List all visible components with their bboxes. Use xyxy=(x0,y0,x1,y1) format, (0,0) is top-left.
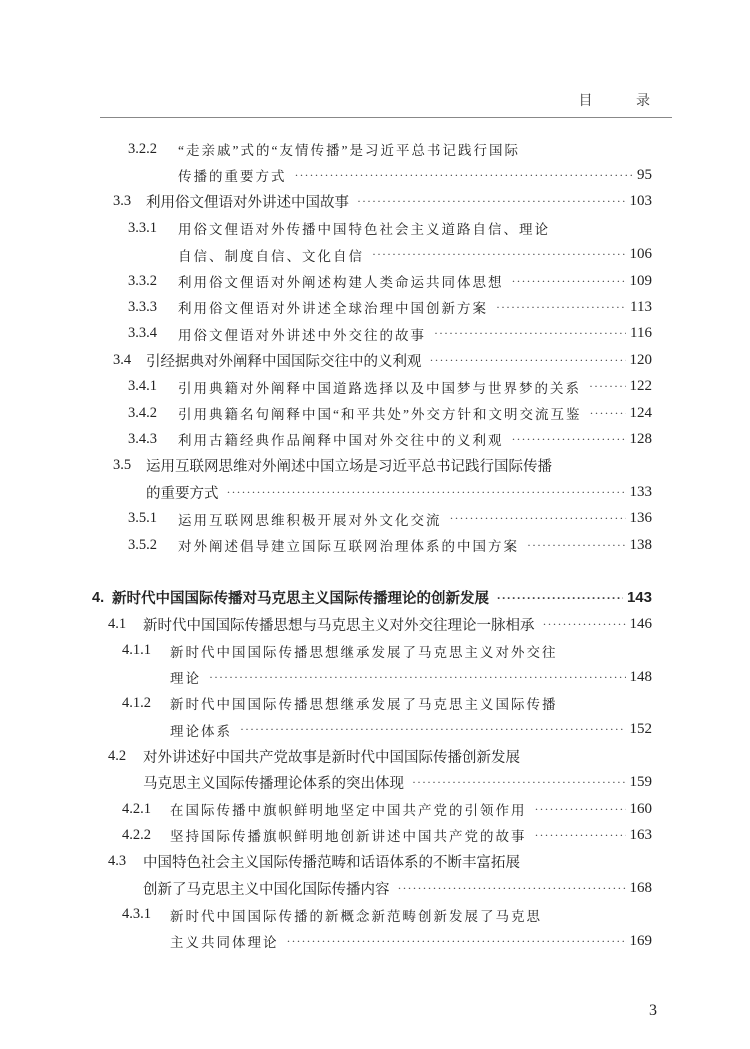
entry-number: 4. xyxy=(92,589,105,606)
entry-number: 3.4 xyxy=(113,351,132,368)
toc-entry[interactable] xyxy=(108,611,652,637)
entry-page: 136 xyxy=(629,510,652,527)
toc-entry-continuation[interactable] xyxy=(170,928,652,954)
entry-title: 坚持国际传播旗帜鲜明地创新讲述中国共产党的故事 xyxy=(170,829,527,845)
entry-title: 用俗文俚语对外讲述中外交往的故事 xyxy=(178,327,426,343)
toc-entry[interactable] xyxy=(113,189,652,215)
entry-title: 中国特色社会主义国际传播范畴和话语体系的不断丰富拓展 xyxy=(143,855,520,872)
dot-leader xyxy=(372,247,626,262)
dot-leader xyxy=(535,828,626,843)
entry-title: 传播的重要方式 xyxy=(178,169,287,185)
entry-number: 3.4.2 xyxy=(128,404,157,421)
toc-entry[interactable] xyxy=(128,321,652,347)
entry-title: 理论 xyxy=(170,671,201,686)
toc-entry[interactable] xyxy=(113,347,652,373)
toc-entry[interactable] xyxy=(122,638,652,664)
entry-page: 113 xyxy=(630,298,652,315)
toc-entry[interactable] xyxy=(122,796,652,822)
toc-entry-continuation[interactable] xyxy=(178,162,652,188)
entry-title: 新时代中国国际传播思想继承发展了马克思主义对外交往 xyxy=(170,644,558,660)
page-number: 3 xyxy=(649,1002,657,1019)
entry-page: 148 xyxy=(629,668,652,685)
toc-entry-continuation[interactable] xyxy=(146,479,652,505)
entry-number: 3.5 xyxy=(113,457,132,474)
entry-title: 引用典籍名句阐释中国“和平共处”外交方针和文明交流互鉴 xyxy=(178,407,582,422)
entry-page: 124 xyxy=(629,404,652,421)
entry-page: 106 xyxy=(629,246,652,263)
entry-title: 利用俗文俚语对外讲述中国故事 xyxy=(146,195,349,212)
entry-title: 引经据典对外阐释中国国际交往中的义利观 xyxy=(146,353,422,370)
entry-page: 143 xyxy=(626,589,652,607)
entry-page: 95 xyxy=(637,166,652,183)
entry-title: 自信、制度自信、文化自信 xyxy=(178,248,364,264)
entry-number: 3.4.3 xyxy=(128,430,157,447)
entry-title: 运用互联网思维对外阐述中国立场是习近平总书记践行国际传播 xyxy=(146,459,552,476)
entry-number: 4.2 xyxy=(108,747,127,764)
toc-entry-continuation[interactable] xyxy=(143,770,652,796)
entry-title: 创新了马克思主义中国化国际传播内容 xyxy=(143,881,390,898)
entry-number: 4.1.2 xyxy=(122,694,151,711)
toc-entry-continuation[interactable] xyxy=(143,875,652,901)
toc-entry[interactable] xyxy=(128,294,652,320)
dot-leader xyxy=(496,300,626,315)
dot-leader xyxy=(450,511,626,526)
toc-entry-continuation[interactable] xyxy=(170,664,652,690)
dot-leader xyxy=(589,406,625,421)
entry-number: 4.1.1 xyxy=(122,642,151,659)
entry-title: 利用俗文俚语对外阐述构建人类命运共同体思想 xyxy=(178,275,504,290)
entry-page: 168 xyxy=(629,879,652,896)
toc-entry[interactable] xyxy=(122,902,652,928)
entry-number: 4.3.1 xyxy=(122,906,151,923)
toc-entry-continuation[interactable] xyxy=(178,242,652,268)
dot-leader xyxy=(227,485,626,500)
entry-number: 3.3 xyxy=(113,193,132,210)
dot-leader xyxy=(527,538,626,553)
entry-number: 3.5.1 xyxy=(128,510,157,527)
entry-title: 新时代中国国际传播的新概念新范畴创新发展了马克思 xyxy=(170,908,542,924)
toc-entry[interactable] xyxy=(128,268,652,294)
dot-leader xyxy=(357,194,626,209)
entry-title: “走亲戚”式的“友情传播”是习近平总书记践行国际 xyxy=(178,143,520,158)
entry-page: 138 xyxy=(629,536,652,553)
entry-page: 133 xyxy=(629,483,652,500)
toc-entry[interactable] xyxy=(128,136,652,162)
toc-entry[interactable] xyxy=(92,585,652,611)
entry-title: 新时代中国国际传播对马克思主义国际传播理论的创新发展 xyxy=(112,591,489,608)
entry-title: 对外阐述倡导建立国际互联网治理体系的中国方案 xyxy=(178,539,519,554)
dot-leader xyxy=(430,353,626,368)
entry-number: 3.3.1 xyxy=(128,219,157,236)
entry-title: 在国际传播中旗帜鲜明地坚定中国共产党的引领作用 xyxy=(170,803,527,818)
dot-leader xyxy=(535,802,626,817)
dot-leader xyxy=(497,591,623,605)
entry-page: 109 xyxy=(629,272,652,289)
entry-number: 3.2.2 xyxy=(128,140,157,157)
toc-entry[interactable] xyxy=(122,690,652,716)
toc-entry[interactable] xyxy=(128,215,652,241)
entry-page: 160 xyxy=(629,800,652,817)
dot-leader xyxy=(512,432,626,447)
toc-entry[interactable] xyxy=(108,849,652,875)
entry-title: 引用典籍对外阐释中国道路选择以及中国梦与世界梦的关系 xyxy=(178,380,581,396)
entry-page: 159 xyxy=(629,774,652,791)
entry-page: 152 xyxy=(629,721,652,738)
entry-title: 利用俗文俚语对外讲述全球治理中国创新方案 xyxy=(178,301,488,317)
running-header: 目 录 xyxy=(578,94,670,109)
entry-number: 3.3.3 xyxy=(128,298,157,315)
dot-leader xyxy=(398,881,626,896)
entry-number: 3.4.1 xyxy=(128,378,157,395)
dot-leader xyxy=(543,617,626,632)
entry-number: 4.1 xyxy=(108,615,127,632)
entry-title: 马克思主义国际传播理论体系的突出体现 xyxy=(143,776,404,793)
toc-entry-continuation[interactable] xyxy=(170,717,652,743)
toc-entry[interactable] xyxy=(128,506,652,532)
entry-page: 116 xyxy=(630,325,652,342)
entry-number: 4.3 xyxy=(108,853,127,870)
entry-number: 3.3.4 xyxy=(128,325,157,342)
dot-leader xyxy=(287,934,626,949)
toc-entry[interactable] xyxy=(128,400,652,426)
dot-leader xyxy=(512,274,626,289)
entry-page: 163 xyxy=(629,826,652,843)
dot-leader xyxy=(240,722,626,737)
entry-title: 新时代中国国际传播思想继承发展了马克思主义国际传播 xyxy=(170,697,558,713)
entry-page: 128 xyxy=(629,430,652,447)
dot-leader xyxy=(589,379,626,394)
dot-leader xyxy=(412,775,626,790)
entry-title: 对外讲述好中国共产党故事是新时代中国国际传播创新发展 xyxy=(143,749,520,766)
entry-title: 用俗文俚语对外传播中国特色社会主义道路自信、理论 xyxy=(178,222,550,238)
toc-entry[interactable] xyxy=(128,426,652,452)
entry-title: 运用互联网思维积极开展对外文化交流 xyxy=(178,512,442,528)
entry-page: 122 xyxy=(629,378,652,395)
toc-entry[interactable] xyxy=(113,453,652,479)
entry-page: 169 xyxy=(629,932,652,949)
entry-title: 的重要方式 xyxy=(146,485,219,502)
toc-entry[interactable] xyxy=(108,743,652,769)
toc-entry[interactable] xyxy=(122,822,652,848)
entry-title: 主义共同体理论 xyxy=(170,935,279,950)
entry-number: 3.3.2 xyxy=(128,272,157,289)
entry-title: 利用古籍经典作品阐释中国对外交往中的义利观 xyxy=(178,433,504,449)
entry-number: 3.5.2 xyxy=(128,536,157,553)
entry-page: 103 xyxy=(629,193,652,210)
header-rule xyxy=(100,117,672,118)
entry-title: 新时代中国国际传播思想与马克思主义对外交往理论一脉相承 xyxy=(143,617,535,634)
dot-leader xyxy=(295,168,634,183)
entry-number: 4.2.2 xyxy=(122,826,151,843)
entry-page: 146 xyxy=(629,615,652,632)
entry-number: 4.2.1 xyxy=(122,800,151,817)
toc-entry[interactable] xyxy=(128,532,652,558)
toc-entry[interactable] xyxy=(128,374,652,400)
entry-title: 理论体系 xyxy=(170,723,232,739)
dot-leader xyxy=(209,670,626,685)
dot-leader xyxy=(434,326,626,341)
entry-page: 120 xyxy=(629,351,652,368)
